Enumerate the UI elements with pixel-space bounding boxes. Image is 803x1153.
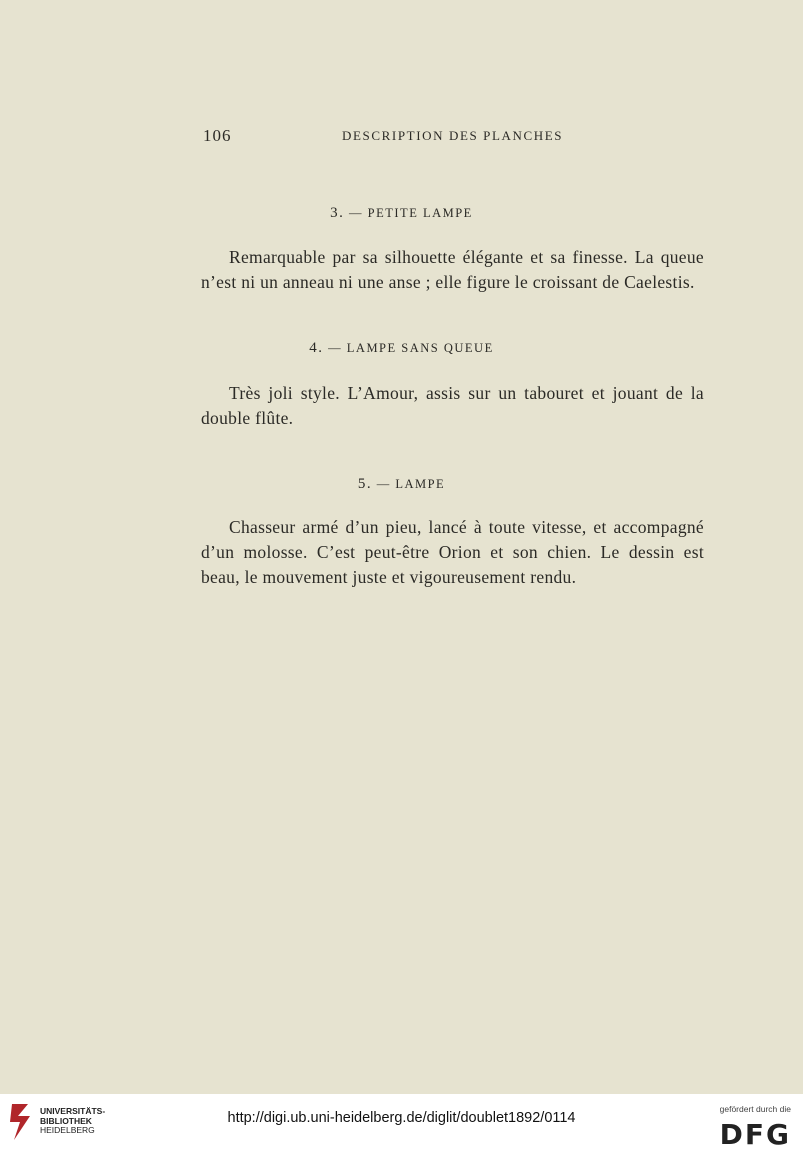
section-title: LAMPE [395, 477, 446, 491]
paragraph-line: double flûte. [201, 408, 294, 428]
library-line: BIBLIOTHEK [40, 1115, 92, 1126]
library-line: HEIDELBERG [40, 1125, 95, 1135]
section-heading-5 [0, 476, 803, 493]
paragraph-line: n’est ni un anneau ni une anse ; elle figure le croissant de Caelestis. [201, 272, 695, 292]
section-paragraph-3 [201, 245, 704, 295]
paragraph-line: d’un molosse. C’est peut-être Orion et son chien. Le dessin est [201, 542, 704, 562]
section-title: LAMPE SANS QUEUE [346, 341, 494, 355]
section-title: PETITE LAMPE [367, 206, 473, 220]
section-heading-4 [0, 340, 803, 357]
section-number: 4. [309, 340, 324, 356]
footer-bar [0, 1094, 803, 1153]
page-number: 106 [203, 126, 232, 145]
paragraph-line: Remarquable par sa silhouette élégante et sa finesse. La queue [229, 247, 704, 267]
paragraph-line: beau, le mouvement juste et vigoureusement rendu. [201, 567, 577, 587]
paragraph-line: Très joli style. L’Amour, assis sur un tabouret et jouant de la [229, 383, 704, 403]
section-dash: — [328, 341, 343, 355]
section-dash: — [349, 206, 364, 220]
running-head [0, 126, 803, 148]
section-paragraph-5 [201, 515, 704, 590]
running-title: DESCRIPTION DES PLANCHES [342, 128, 564, 143]
library-line: UNIVERSITÄTS- [40, 1106, 106, 1116]
section-number: 5. [357, 476, 373, 492]
section-heading-3 [0, 205, 803, 222]
section-dash: — [376, 477, 391, 491]
section-paragraph-4 [201, 381, 704, 431]
dfg-logo: DFG [719, 1118, 791, 1151]
paragraph-line: Chasseur armé d’un pieu, lancé à toute vitesse, et accompagné [229, 517, 704, 537]
permalink-url[interactable]: http://digi.ub.uni-heidelberg.de/diglit/doublet1892/0114 [227, 1110, 576, 1126]
section-number: 3. [330, 205, 345, 221]
funding-note: gefördert durch die [719, 1104, 791, 1114]
